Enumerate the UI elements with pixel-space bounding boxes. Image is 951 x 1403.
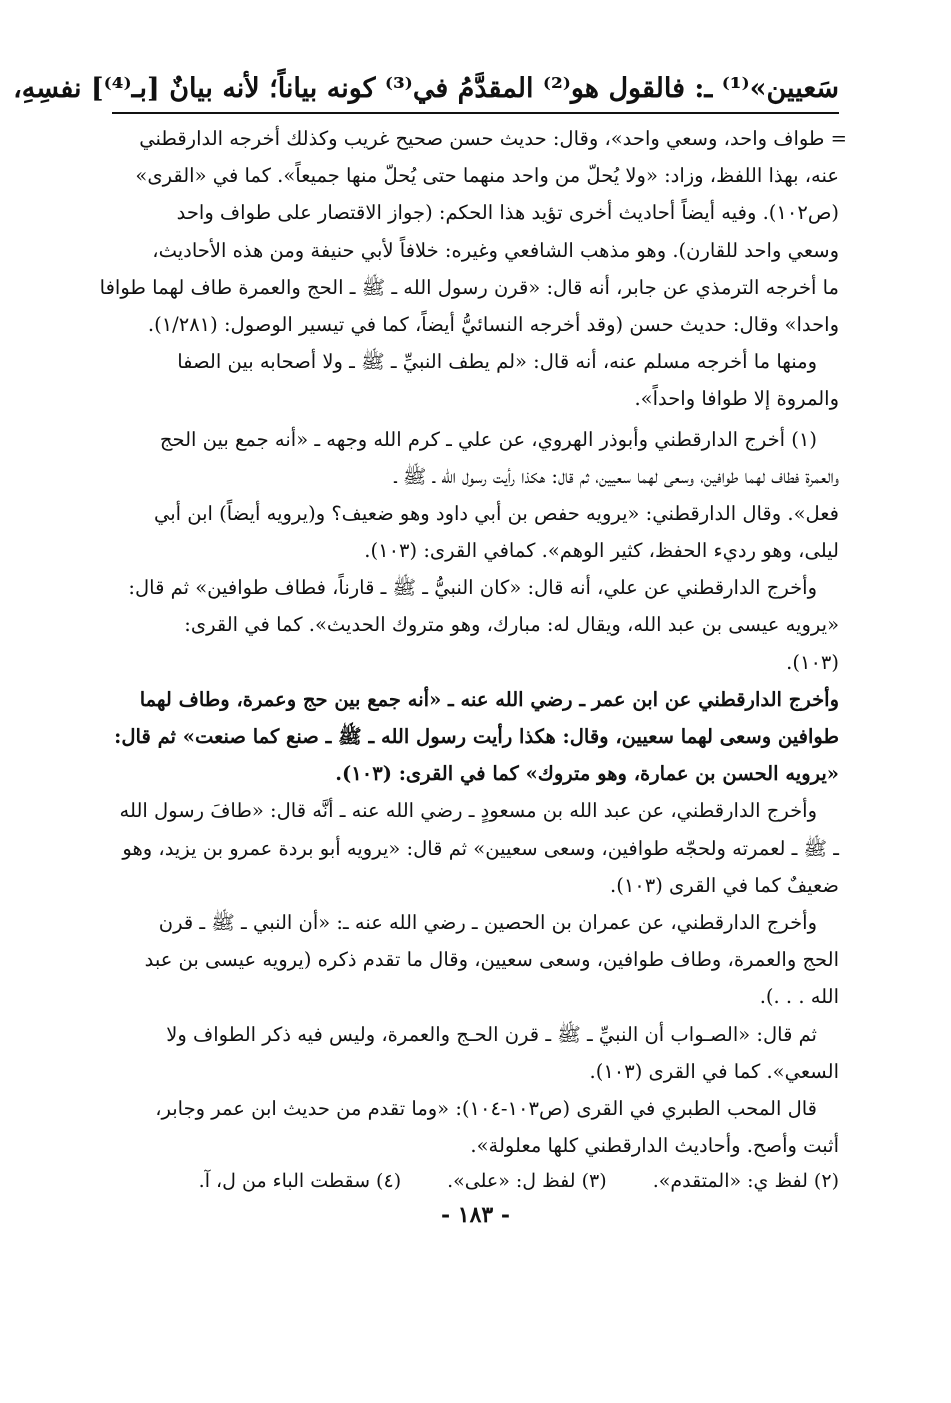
continuation-note: [99, 120, 847, 343]
footnote-3: (٣) لفظ ل: «على».: [447, 1170, 607, 1193]
footnote-1-paragraph: [112, 904, 839, 1016]
text-line: عنه، بهذا اللفظ، وزاد: «ولا يُحلّ من واحد منهما حتى يُحلّ منها جميعاً». كما في «القرى»: [135, 164, 839, 188]
footnote-2: (٢) لفظ ي: «المتقدم».: [652, 1170, 839, 1193]
text-line: ليلى، وهو رديء الحفظ، كثير الوهم». كمافي القرى: (١٠٣).: [364, 539, 839, 563]
footnote-1-paragraph-bold: [112, 681, 839, 793]
footnote-1-paragraph: [112, 1016, 839, 1090]
text-line: واحدا» وقال: حديث حسن (وقد أخرجه النسائيُّ أيضاً، كما في تيسير الوصول: (١/٢٨١).: [147, 312, 839, 336]
text-line: «يرويه عيسى بن عبد الله، ويقال له: مبارك، وهو متروك الحديث». كما في القرى:: [184, 613, 839, 637]
text-line: وأخرج الدارقطني عن علي، أنه قال: «كان النبيُّ ـ ﷺ ـ قارناً، فطاف طوافين» ثم قال:: [128, 576, 817, 600]
page-number: - ١٨٣ -: [440, 1202, 511, 1229]
text-line: «يرويه الحسن بن عمارة، وهو متروك» كما في القرى: (١٠٣).: [335, 762, 839, 786]
text-line: وأخرج الدارقطني، عن عمران بن الحصين ـ رضي الله عنه ـ: «أن النبي ـ ﷺ ـ قرن: [158, 910, 817, 934]
footnote-1-paragraph: [112, 792, 839, 904]
footnote-1-paragraph: [112, 421, 839, 570]
footnote-1-paragraph: [112, 1090, 839, 1164]
text-line: (١٠٣).: [786, 650, 839, 674]
text-line: الحج والعمرة، وطاف طوافين، وسعى سعيين، وقال ما تقدم ذكره (يرويه عيسى بن عبد: [144, 948, 839, 972]
text-line: وسعي واحد للقارن). وهو مذهب الشافعي وغيره: خلافاً لأبي حنيفة ومن هذه الأحاديث،: [152, 238, 839, 262]
footnote-refs: [112, 1164, 839, 1198]
text-line: والعمرة فطاف لهما طوافين، وسعى لهما سعيين، ثم قال: هكذا رأيت رسول الله ـ ﷺ ـ: [394, 464, 839, 488]
text-line: ثم قال: «الصـواب أن النبيِّ ـ ﷺ ـ قرن الحـج والعمرة، وليس فيه ذكر الطواف ولا: [166, 1022, 817, 1046]
text-line: ضعيفٌ كما في القرى (١٠٣).: [610, 873, 839, 897]
text-line: طوافين وسعى لهما سعيين، وقال: هكذا رأيت رسول الله ـ ﷺ ـ صنع كما صنعت» ثم قال:: [114, 725, 839, 748]
main-text-line: سَعيين»⁽¹⁾ ـ: فالقول هو⁽²⁾ المقدَّمُ في⁽³⁾ كونه بياناً؛ لأنه بيانٌ [بـ⁽⁴⁾] نفسِهِ،: [112, 66, 839, 114]
text-line: ـ ﷺ ـ لعمرته ولحجّه طوافين، وسعى سعيين» ثم قال: «يرويه أبو بردة عمرو بن يزيد، وهو: [122, 836, 839, 860]
text-line: قال المحب الطبري في القرى (ص١٠٣-١٠٤): «وما تقدم من حديث ابن عمر وجابر،: [155, 1096, 817, 1120]
text-line: (ص١٠٢). وفيه أيضاً أحاديث أخرى تؤيد هذا الحكم: (جواز الاقتصار على طواف واحد: [176, 201, 839, 225]
text-line: ومنها ما أخرجه مسلم عنه، أنه قال: «لم يطف النبيِّ ـ ﷺ ـ ولا أصحابه بين الصفا: [177, 350, 817, 374]
text-line: الله . . .).: [759, 985, 839, 1009]
footnote-4: (٤) سقطت الباء من ل، آ.: [198, 1170, 402, 1193]
text-line: = طواف واحد، وسعي واحد»، وقال: حديث حسن صحيح غريب وكذلك أخرجه الدارقطني: [139, 127, 847, 150]
text-line: فعل». وقال الدارقطني: «يرويه حفص بن أبي داود وهو ضعيف؟ و(يرويه أيضاً) ابن أبي: [153, 501, 839, 525]
text-line: ما أخرجه الترمذي عن جابر، أنه قال: «قرن رسول الله ـ ﷺ ـ الحج والعمرة طاف لهما طوافا: [99, 275, 839, 299]
text-line: السعي». كما في القرى (١٠٣).: [589, 1059, 839, 1083]
muslim-paragraph: [112, 343, 839, 417]
footnote-1-paragraph: [112, 569, 839, 681]
text-line: أثبت وأصح. وأحاديث الدارقطني كلها معلولة».: [470, 1134, 839, 1158]
text-line: والمروة إلا طوافا واحداً».: [634, 387, 839, 411]
text-line: وأخرج الدارقطني عن ابن عمر ـ رضي الله عنه ـ «أنه جمع بين حج وعمرة، وطاف لهما: [139, 687, 839, 711]
text-line: (١) أخرج الدارقطني وأبوذر الهروي، عن علي ـ كرم الله وجهه ـ «أنه جمع بين الحج: [159, 427, 817, 451]
text-line: وأخرج الدارقطني، عن عبد الله بن مسعودٍ ـ رضي الله عنه ـ أنَّه قال: «طافَ رسول الله: [119, 799, 817, 823]
